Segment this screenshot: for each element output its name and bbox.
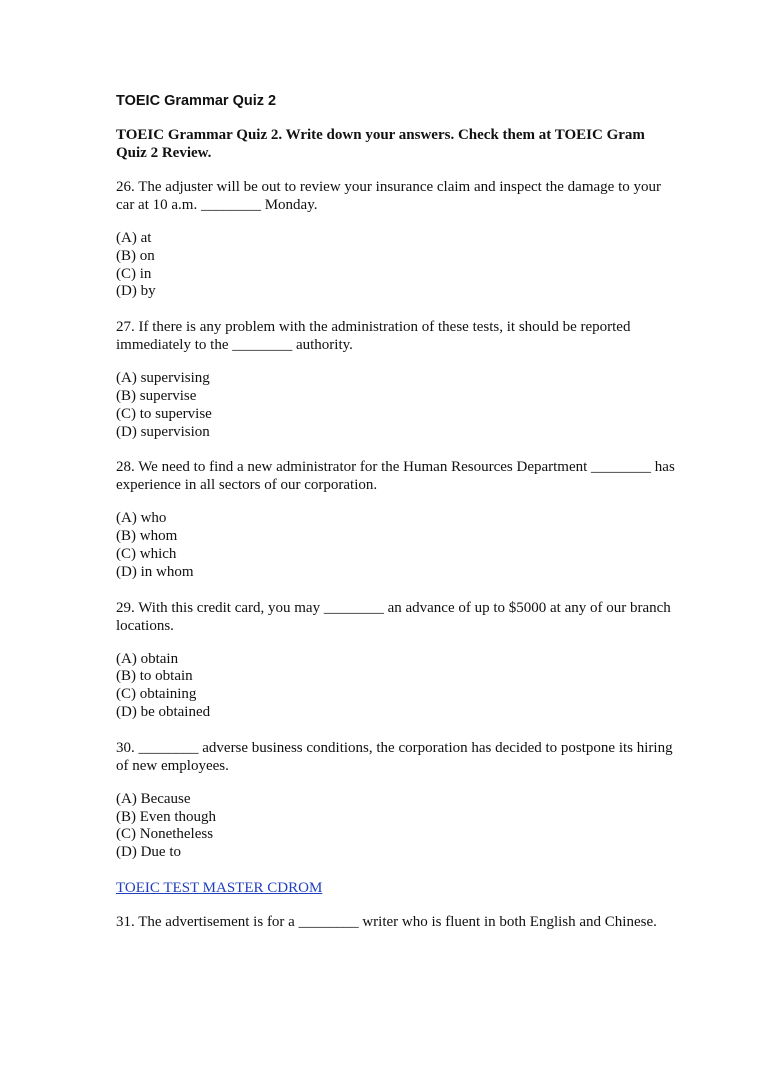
promo-line [116, 879, 676, 897]
option-b: (B) to obtain [116, 668, 193, 685]
question-text: 27. If there is any problem with the administration of these tests, it should be reported immediately to the ________ authority. [116, 319, 631, 354]
option-c: (C) to supervise [116, 405, 212, 422]
document-page [116, 92, 676, 947]
answer-options [116, 370, 676, 441]
option-a: (A) at [116, 230, 152, 246]
question-28 [116, 458, 676, 581]
option-a: (A) who [116, 510, 167, 527]
answer-options [116, 651, 676, 722]
promo-link[interactable]: TOEIC TEST MASTER CDROM [116, 879, 323, 896]
option-b: (B) Even though [116, 808, 216, 825]
question-text: 28. We need to find a new administrator for the Human Resources Department ________ has experience in all sectors of our corporation. [116, 459, 675, 494]
question-31: 31. The advertisement is for a ________ writer who is fluent in both English and Chinese. [116, 913, 657, 930]
question-text: 29. With this credit card, you may ________ an advance of up to $5000 at any of our branch locations. [116, 599, 671, 634]
document-title: TOEIC Grammar Quiz 2 [116, 93, 277, 109]
question-29 [116, 599, 676, 722]
question-26 [116, 178, 676, 301]
question-30 [116, 739, 676, 862]
option-c: (C) Nonetheless [116, 826, 214, 843]
answer-options [116, 230, 676, 301]
option-d: (D) supervision [116, 423, 210, 440]
option-a: (A) obtain [116, 650, 179, 667]
quiz-intro: TOEIC Grammar Quiz 2. Write down your answers. Check them at TOEIC Gram Quiz 2 Review. [116, 127, 645, 161]
question-27 [116, 318, 676, 441]
option-a: (A) supervising [116, 370, 210, 387]
question-text: 26. The adjuster will be out to review your insurance claim and inspect the damage to your car at 10 a.m. ________ Monday. [116, 179, 661, 213]
answer-options [116, 791, 676, 862]
option-d: (D) in whom [116, 563, 194, 580]
option-c: (C) obtaining [116, 686, 197, 703]
option-c: (C) in [116, 265, 152, 282]
option-b: (B) on [116, 247, 155, 264]
option-b: (B) whom [116, 528, 178, 545]
option-a: (A) Because [116, 790, 191, 807]
option-d: (D) be obtained [116, 703, 211, 720]
option-b: (B) supervise [116, 387, 197, 404]
answer-options [116, 510, 676, 581]
option-d: (D) Due to [116, 844, 181, 861]
question-text: 30. ________ adverse business conditions, the corporation has decided to postpone its hiring of new employees. [116, 739, 673, 774]
option-c: (C) which [116, 545, 177, 562]
option-d: (D) by [116, 283, 156, 300]
